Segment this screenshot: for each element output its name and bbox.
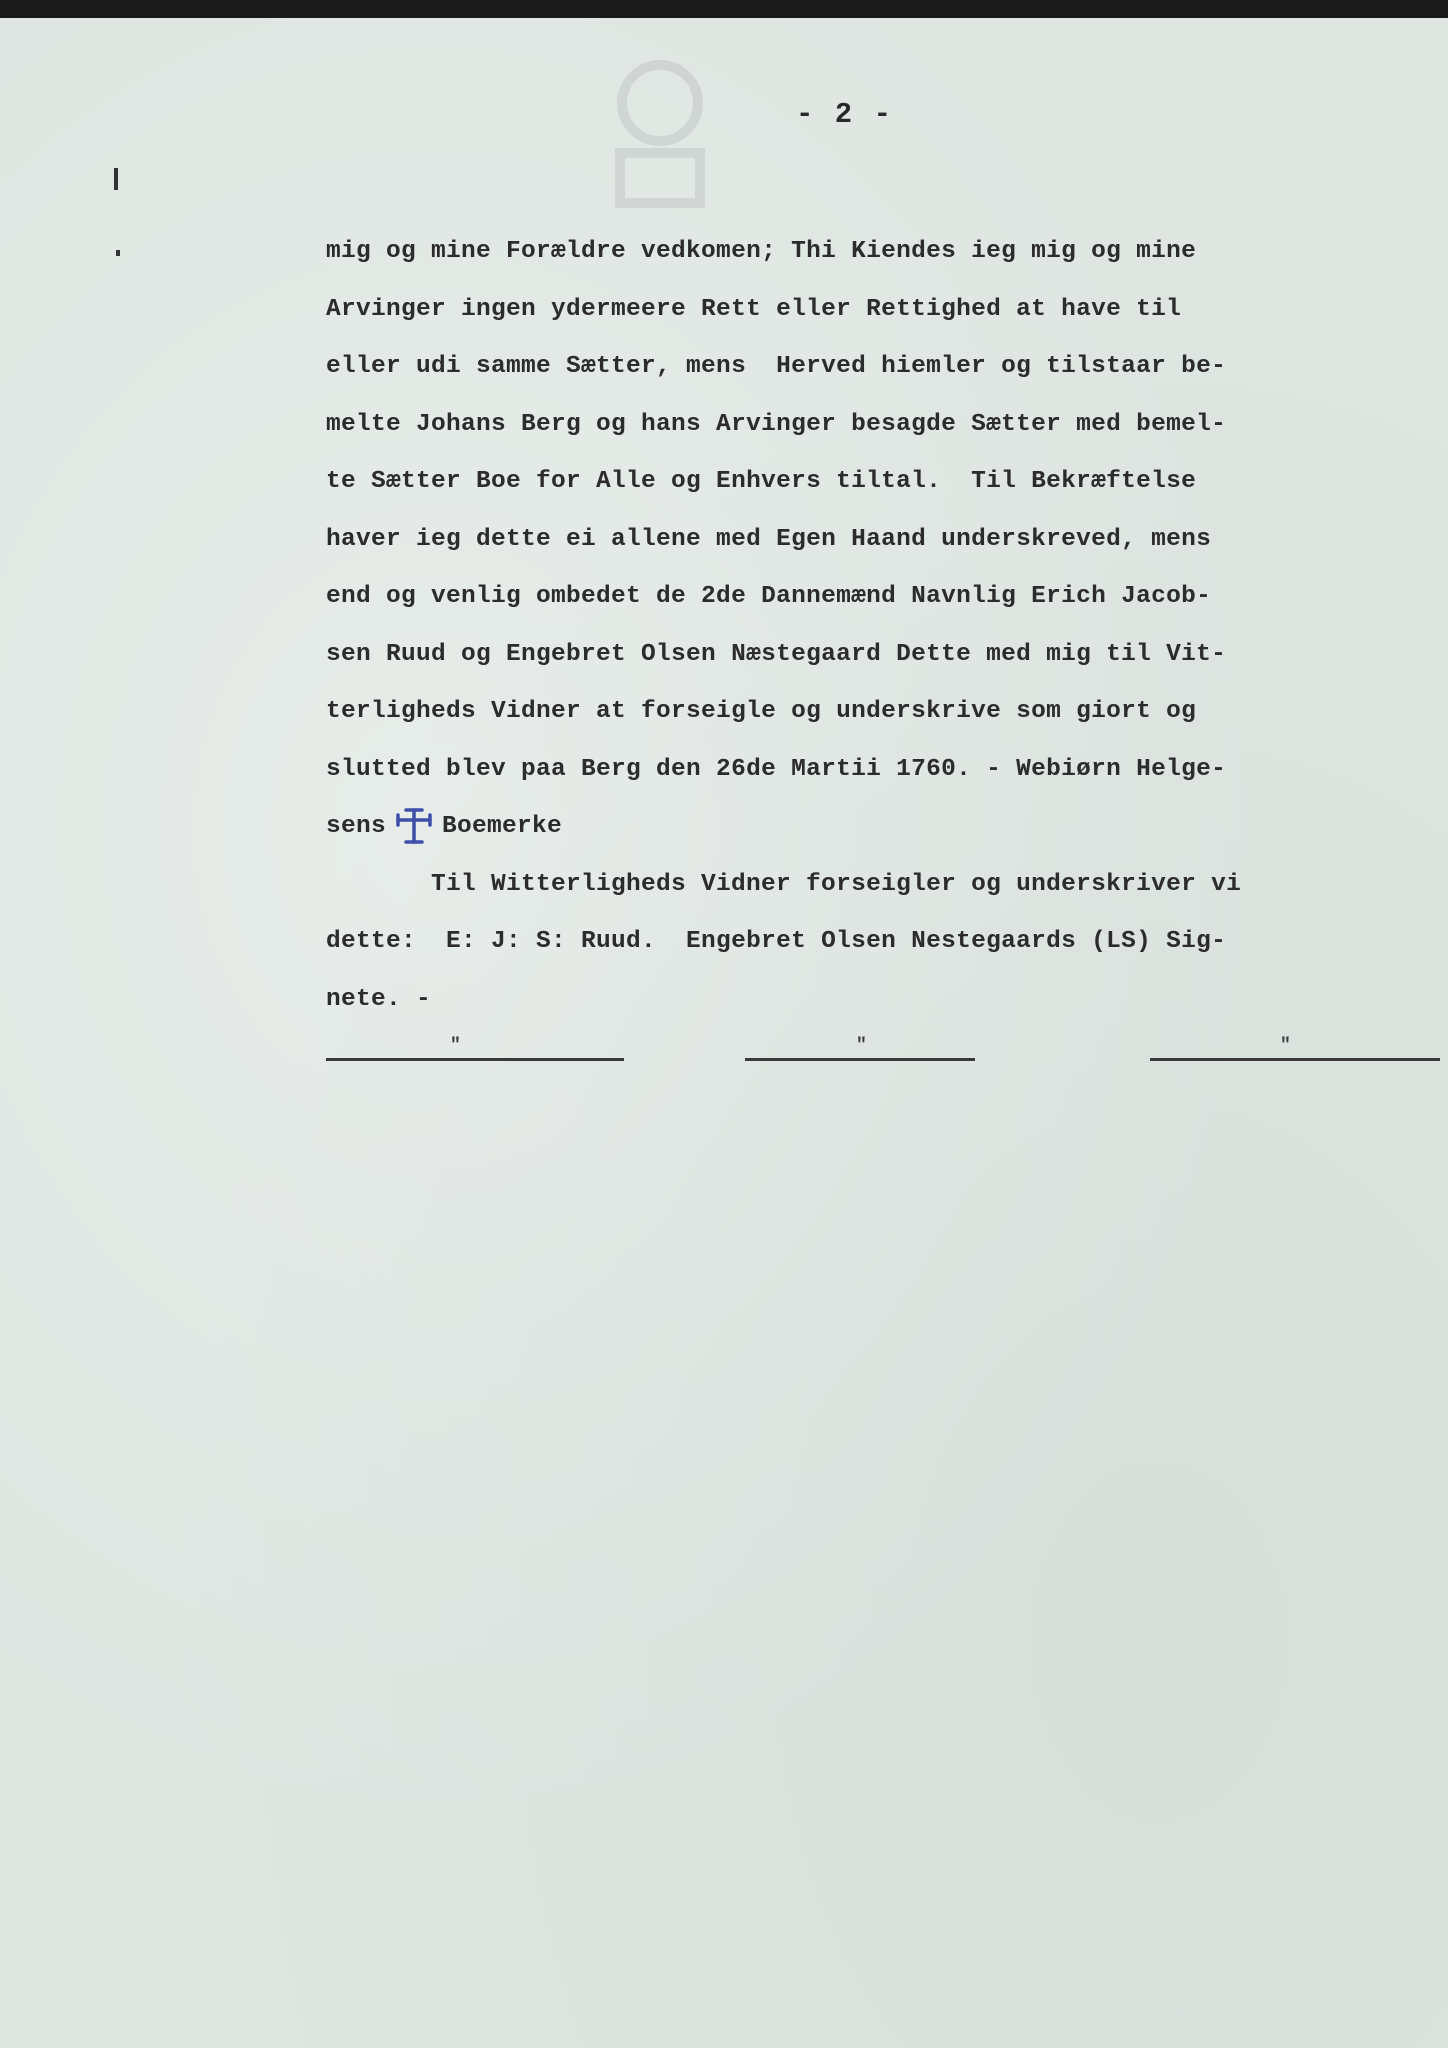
signature-line [745,1058,975,1061]
body-line: terligheds Vidner at forseigle og underskrive som giort og [326,698,1197,725]
signature-lines [0,1036,1448,1068]
mark-line [326,798,1436,856]
document-page [0,18,1448,2048]
body-line: Arvinger ingen ydermeere Rett eller Rettighed at have til [326,295,1182,323]
body-line: melte Johans Berg og hans Arvinger besagde Sætter med bemel- [326,410,1227,438]
signature-ditto-mark: " [1280,1036,1291,1056]
watermark-emblem-icon [600,58,720,208]
body-line: mig og mine Forældre vedkomen; Thi Kiendes ieg mig og mine [326,238,1197,265]
mark-line-after: Boemerke [442,813,563,840]
signature-ditto-mark: " [856,1036,867,1056]
margin-mark [114,168,118,190]
witness-line: dette: E: J: S: Ruud. Engebret Olsen Nestegaards (LS) Sig- [326,928,1227,955]
witness-line: Til Witterligheds Vidner forseigler og underskriver vi [431,870,1242,898]
body-line: sen Ruud og Engebret Olsen Næstegaard Dette med mig til Vit- [326,640,1227,668]
witness-line: nete. - [326,985,432,1013]
signature-line [1150,1058,1440,1061]
body-line: eller udi samme Sætter, mens Herved hiemler og tilstaar be- [326,353,1227,380]
body-line: haver ieg dette ei allene med Egen Haand underskreved, mens [326,525,1212,553]
mark-line-before: sens [326,813,387,840]
body-line: slutted blev paa Berg den 26de Martii 1760. - Webiørn Helge- [326,755,1227,783]
margin-mark [116,250,120,256]
house-mark-cross-icon [394,806,434,846]
signature-ditto-mark: " [450,1036,461,1056]
document-body [326,223,1436,1028]
signature-line [326,1058,624,1061]
body-line: te Sætter Boe for Alle og Enhvers tiltal. Til Bekræftelse [326,468,1197,495]
body-line: end og venlig ombedet de 2de Dannemænd Navnlig Erich Jacob- [326,583,1212,610]
page-number: - 2 - [796,98,894,131]
